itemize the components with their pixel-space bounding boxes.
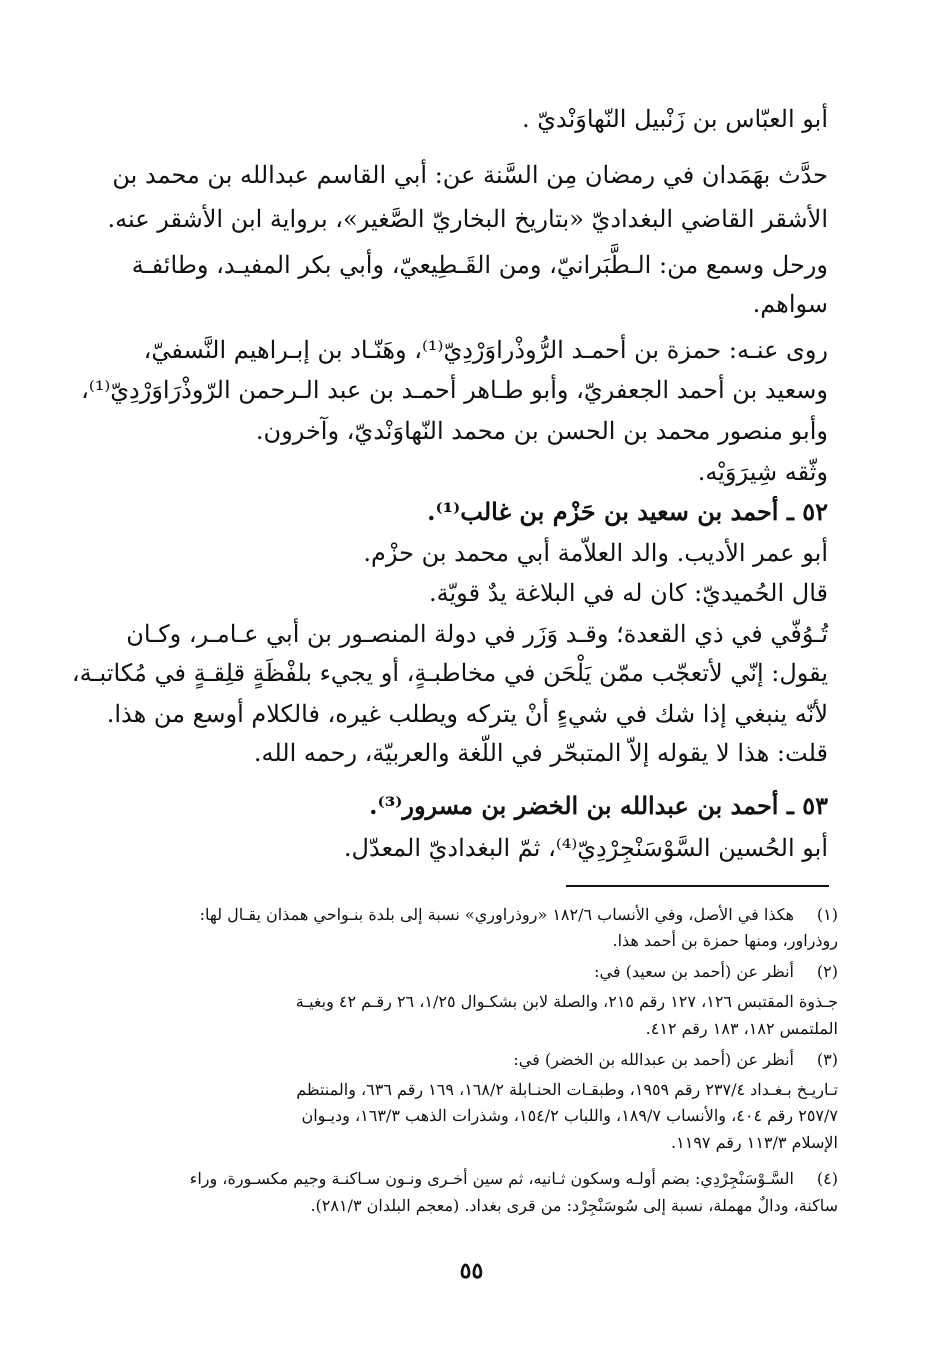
text-line: وثّقه شِيرَوَيْه. bbox=[697, 458, 828, 486]
footnote-divider bbox=[566, 885, 829, 887]
footnote-number: (٤) bbox=[816, 1169, 838, 1188]
footnote-text: السَّـوْسَنْجِرْدِي: بضم أولـه وسكون ثـانيه، ثم سين أخـرى ونـون سـاكنـة وجيم مكسـورة، وراء bbox=[189, 1169, 794, 1188]
footnote-line: ٢٥٧/٧ رقم ٤٠٤، والأنساب ١٨٩/٧، واللباب ١٥٤/٢، وشذرات الذهب ١٦٣/٣، وديـوان bbox=[301, 1106, 838, 1125]
text-line: أبو عمر الأديب. والد العلاّمة أبي محمد بن حزْم. bbox=[363, 539, 828, 567]
footnote-line: الإسلام ١١٣/٣ رقم ١١٩٧. bbox=[671, 1133, 838, 1152]
footnote-line: تـاريـخ بـغـداد ٢٣٧/٤ رقم ١٩٥٩، وطبقـات الحنـابلة ١٦٨/٢، ١٦٩ رقم ٦٣٦، والمنتظم bbox=[296, 1080, 838, 1099]
footnote-3 bbox=[108, 1048, 838, 1071]
text-line: حدَّث بهَمَدان في رمضان مِن السَّنة عن: أبي القاسم عبدالله بن محمد بن bbox=[112, 161, 828, 189]
text-line: تُـوُفّي في ذي القعدة؛ وقـد وَزَر في دولة المنصـور بن أبي عـامـر، وكـان bbox=[126, 620, 828, 648]
footnote-line: الملتمس ١٨٢، ١٨٣ رقم ٤١٢. bbox=[645, 1019, 838, 1038]
footnote-text: هكذا في الأصل، وفي الأنساب ١٨٢/٦ «روذراوري» نسبة إلى بلدة بنـواحي همذان يقـال لها: bbox=[199, 905, 794, 924]
text-line: الأشقر القاضي البغداديّ «بتاريخ البخاريّ الصَّغير»، برواية ابن الأشقر عنه. bbox=[107, 205, 828, 233]
text-line: وسعيد بن أحمد الجعفريّ، وأبو طـاهر أحمـد بن عبد الـرحمن الرّوذْرَاوَرْدِيّ⁽¹⁾، bbox=[81, 376, 828, 404]
text-line: سواهم. bbox=[752, 290, 828, 318]
footnote-number: (١) bbox=[816, 905, 838, 924]
text-line: أبو العبّاس بن زَنْبيل النّهاوَنْديّ . bbox=[521, 105, 828, 133]
footnote-line: ساكنة، ودالٌ مهملة، نسبة إلى سُوسَنْجِرْد: من قرى بغداد. (معجم البلدان ٢٨١/٣). bbox=[310, 1196, 838, 1215]
footnote-text: أنظر عن (أحمد بن عبدالله بن الخضر) في: bbox=[513, 1050, 794, 1069]
footnote-1 bbox=[108, 903, 838, 926]
page-number: ٥٥ bbox=[459, 1258, 484, 1284]
footnote-4 bbox=[108, 1167, 838, 1190]
footnote-line: جـذوة المقتبس ١٢٦، ١٢٧ رقم ٢١٥، والصلة لابن بشكـوال ١/٢٥، ٢٦ رقـم ٤٢ وبغيـة bbox=[295, 992, 838, 1011]
text-line: ورحل وسمع من: الـطَّبَرانيّ، ومن القَـطِيعيّ، وأبي بكر المفيـد، وطائفـة bbox=[131, 251, 828, 279]
text-line: قلت: هذا لا يقوله إلاّ المتبحّر في اللّغة والعربيّة، رحمه الله. bbox=[253, 739, 828, 767]
footnote-text: أنظر عن (أحمد بن سعيد) في: bbox=[594, 962, 794, 981]
text-line: وأبو منصور محمد بن الحسن بن محمد النّهاوَنْديّ، وآخرون. bbox=[255, 417, 828, 445]
footnote-2 bbox=[108, 960, 838, 983]
footnote-number: (٢) bbox=[816, 962, 838, 981]
text-line: يقول: إنّي لأتعجّب ممّن يَلْحَن في مخاطبـةٍ، أو يجيء بلفْظَةٍ قلِقـةٍ في مُكاتبـة، bbox=[71, 659, 828, 687]
footnote-number: (٣) bbox=[816, 1050, 838, 1069]
entry-heading-53: ٥٣ ـ أحمد بن عبدالله بن الخضر بن مسرور⁽³⁾. bbox=[369, 791, 828, 820]
text-line: روى عنـه: حمزة بن أحمـد الرُّوذْراوَرْدِيّ⁽¹⁾، وهَنّـاد بن إبـراهيم النَّسفيّ، bbox=[143, 336, 828, 364]
text-line: قال الحُميديّ: كان له في البلاغة يدٌ قويّة. bbox=[429, 579, 828, 607]
text-line: أبو الحُسين السَّوْسَنْجِرْدِيّ⁽⁴⁾، ثمّ البغداديّ المعدّل. bbox=[343, 834, 828, 862]
entry-heading-52: ٥٢ ـ أحمد بن سعيد بن حَزْم بن غالب⁽¹⁾. bbox=[427, 497, 828, 526]
text-line: لأنّه ينبغي إذا شك في شيءٍ أنْ يتركه ويطلب غيره، فالكلام أوسع من هذا. bbox=[106, 700, 828, 728]
footnote-line: روذراور، ومنها حمزة بن أحمد هذا. bbox=[612, 931, 838, 950]
